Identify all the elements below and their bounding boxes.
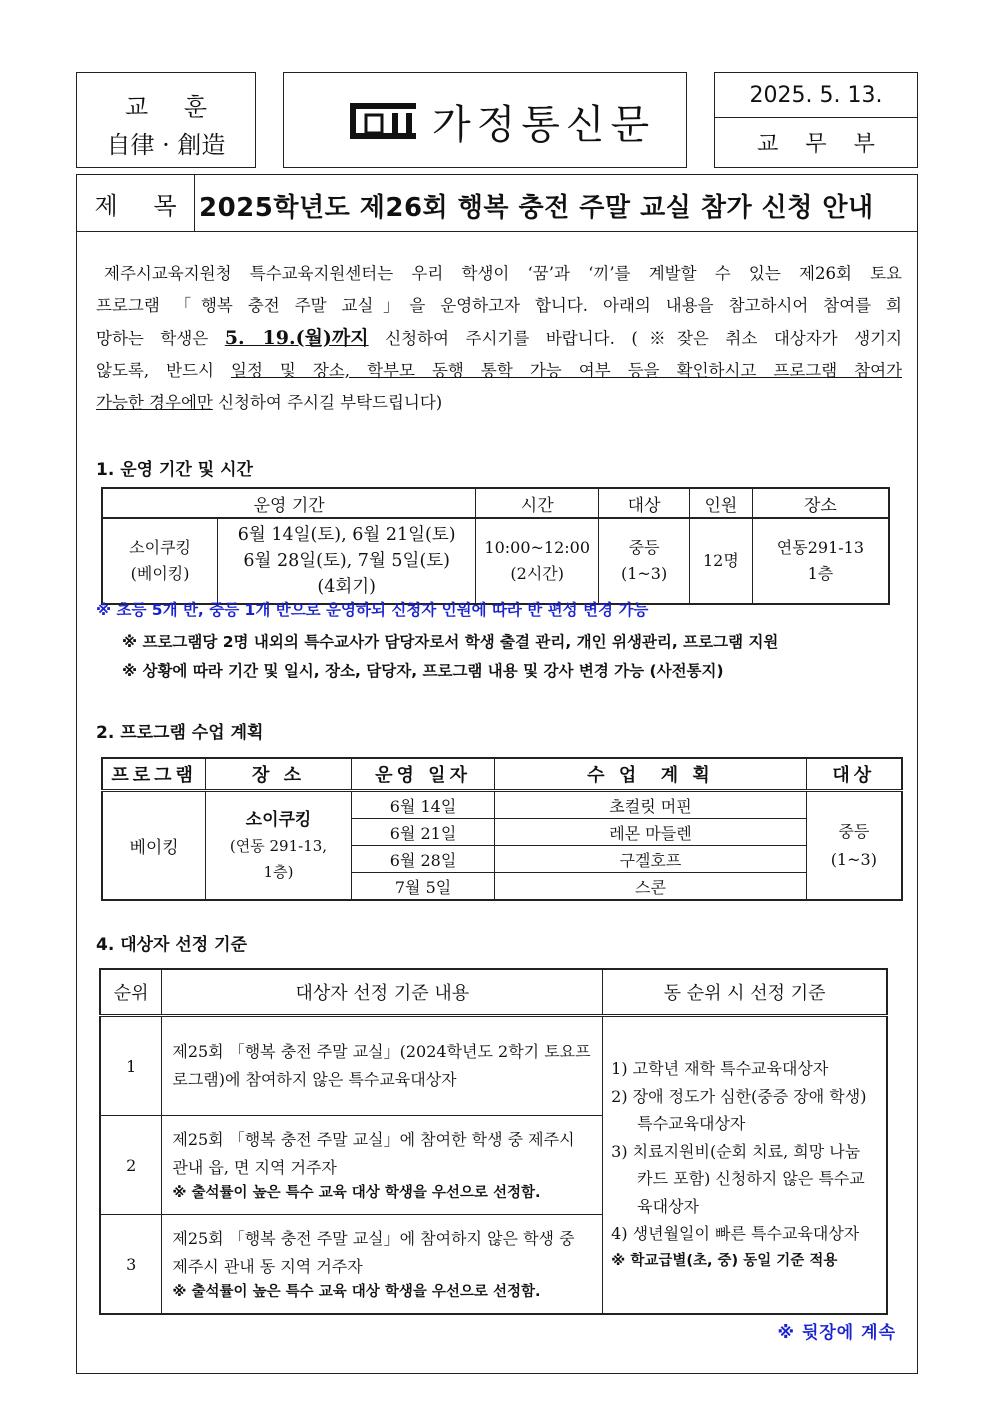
col-header-target: 대상: [599, 488, 690, 518]
intro-paragraph: [96, 258, 902, 419]
class-plan-table: [101, 757, 903, 901]
note-class-composition: ※ 초등 5개 반, 중등 1개 반으로 운영하되 신청자 인원에 따라 반 편성 변경 가능: [96, 601, 649, 619]
place-cell: [752, 518, 889, 604]
col-header-plan: 수 업 계 획: [495, 758, 806, 791]
place-cell: [206, 791, 352, 901]
program-cell: 베이킹: [102, 791, 206, 901]
program-sub: (베이킹): [130, 564, 190, 583]
tie-item-2: 2) 장애 정도가 심한(중증 장애 학생) 특수교육대상자: [611, 1086, 867, 1133]
criteria-cell: [162, 1016, 603, 1116]
col-header-date: 운영 일자: [351, 758, 495, 791]
criteria-note: ※ 출석률이 높은 특수 교육 대상 학생을 우선으로 선정함.: [172, 1284, 541, 1300]
period-line-1: 6월 14일(토), 6월 21일(토): [237, 525, 456, 545]
tie-criteria-cell: [603, 1016, 887, 1315]
place-address: (연동 291-13,: [229, 836, 328, 855]
tie-note: ※ 학교급별(초, 중) 동일 기준 적용: [611, 1252, 838, 1269]
target-grades: (1~3): [620, 564, 668, 583]
subject-row: [77, 175, 917, 232]
col-header-tie: 동 순위 시 선정 기준: [603, 969, 887, 1016]
date-cell: 6월 21일: [351, 819, 495, 846]
section-2-title: 2. 프로그램 수업 계획: [96, 723, 264, 743]
period-line-2: 6월 28일(토), 7월 5일(토): [243, 551, 451, 571]
intro-line-3b: 신청하여 주시기를 바랍니다. (※잦은 취소 대상자가 생기지: [368, 329, 903, 348]
criteria-text: 제25회 「행복 충전 주말 교실」(2024학년도 2학기 토요프로그램)에 참여하지 않은 특수교육대상자: [172, 1042, 591, 1089]
school-logo-icon: [348, 101, 418, 141]
table-row: [100, 1016, 887, 1116]
col-header-time: 시간: [476, 488, 599, 518]
plan-cell: 스콘: [495, 873, 806, 901]
schedule-table: [101, 487, 890, 605]
time-cell: [476, 518, 599, 604]
col-header-rank: 순위: [100, 969, 162, 1016]
subject-label: 제 목: [77, 175, 195, 231]
col-header-place: 장 소: [206, 758, 352, 791]
target-grades: (1~3): [830, 849, 877, 869]
deadline: 5. 19.(월)까지: [224, 327, 369, 349]
motto-box: [76, 72, 256, 168]
table-row: [102, 791, 902, 819]
target-cell: [599, 518, 690, 604]
section-4-title: 4. 대상자 선정 기준: [96, 935, 247, 955]
department: 교 무 부: [757, 131, 885, 157]
col-header-program: 프로그램: [102, 758, 206, 791]
place-name: 소이쿠킹: [245, 809, 312, 830]
title-box: [283, 72, 687, 168]
newsletter-title: 가정통신문: [432, 102, 656, 148]
table-header-row: [102, 488, 889, 518]
rank-cell: 1: [100, 1016, 162, 1116]
intro-line-4u: 일정 및 장소, 학부모 동행 통학 가능 여부 등을 확인하시고 프로그램 참여가: [231, 361, 903, 380]
period-cell: [218, 518, 476, 604]
intro-line-4a: 않도록, 반드시: [96, 361, 231, 380]
table-header-row: [100, 969, 887, 1016]
continued-note: ※ 뒷장에 계속: [777, 1323, 896, 1343]
date-cell: 6월 28일: [351, 846, 495, 873]
table-header-row: [102, 758, 902, 791]
tie-item-1: 1) 고학년 재학 특수교육대상자: [611, 1059, 829, 1078]
tie-item-4: 4) 생년월일이 빠른 특수교육대상자: [611, 1224, 860, 1243]
table-row: [102, 518, 889, 604]
program-name: 소이쿠킹: [129, 538, 191, 557]
col-header-count: 인원: [690, 488, 753, 518]
intro-line-5b: 신청하여 주시길 부탁드립니다): [212, 393, 443, 412]
criteria-cell: [162, 1116, 603, 1215]
time-value: 10:00~12:00: [484, 538, 591, 557]
intro-line-5u: 가능한 경우에만: [96, 393, 213, 412]
date-cell: 6월 14일: [351, 791, 495, 819]
issue-date: 2025. 5. 13.: [715, 73, 917, 118]
intro-line-3a: 망하는 학생은: [96, 329, 225, 348]
note-changes: ※ 상황에 따라 기간 및 일시, 장소, 담당자, 프로그램 내용 및 강사 변경 가능 (사전통지): [122, 662, 724, 680]
selection-criteria-table: [99, 968, 888, 1315]
target-cell: [806, 791, 902, 901]
date-cell: 7월 5일: [351, 873, 495, 901]
place-floor: 1층): [263, 862, 294, 881]
section-1-title: 1. 운영 기간 및 시간: [96, 460, 253, 480]
rank-cell: 2: [100, 1116, 162, 1215]
place-address: 연동291-13: [776, 538, 865, 557]
time-duration: (2시간): [510, 564, 564, 583]
criteria-text: 제25회 「행복 충전 주말 교실」에 참여하지 않은 학생 중 제주시 관내 동 지역 거주자: [172, 1229, 575, 1276]
plan-cell: 레몬 마들렌: [495, 819, 806, 846]
period-line-3: (4회기): [317, 577, 376, 597]
col-header-criteria: 대상자 선정 기준 내용: [162, 969, 603, 1016]
tie-item-3: 3) 치료지원비(순회 치료, 희망 나눔 카드 포함) 신청하지 않은 특수교육대상자: [611, 1141, 865, 1216]
note-teachers: ※ 프로그램당 2명 내외의 특수교사가 담당자로서 학생 출결 관리, 개인 위생관리, 프로그램 지원: [122, 633, 779, 651]
plan-cell: 초컬릿 머핀: [495, 791, 806, 819]
intro-line-1: 제주시교육지원청 특수교육지원센터는 우리 학생이 ‘꿈’과 ‘끼’를 계발할 수 있는 제26회 토요: [104, 264, 902, 283]
col-header-period: 운영 기간: [102, 488, 476, 518]
motto-label: 교 훈: [125, 93, 221, 121]
rank-cell: 3: [100, 1215, 162, 1315]
col-header-target: 대상: [806, 758, 902, 791]
place-floor: 1층: [807, 564, 834, 583]
count-cell: 12명: [690, 518, 753, 604]
subject-title: 2025학년도 제26회 행복 충전 주말 교실 참가 신청 안내: [199, 193, 874, 223]
target-level: 중등: [628, 538, 660, 557]
motto-text: 自律 · 創造: [106, 131, 226, 159]
intro-line-2: 프로그램 「행복 충전 주말 교실」을 운영하고자 합니다. 아래의 내용을 참고하시어 참여를 희: [96, 296, 902, 315]
criteria-note: ※ 출석률이 높은 특수 교육 대상 학생을 우선으로 선정함.: [172, 1185, 541, 1201]
col-header-place: 장소: [752, 488, 889, 518]
program-cell: [102, 518, 218, 604]
date-box: [714, 72, 918, 168]
target-level: 중등: [838, 821, 870, 841]
criteria-cell: [162, 1215, 603, 1315]
plan-cell: 구겔호프: [495, 846, 806, 873]
criteria-text: 제25회 「행복 충전 주말 교실」에 참여한 학생 중 제주시 관내 읍, 면 지역 거주자: [172, 1130, 575, 1177]
